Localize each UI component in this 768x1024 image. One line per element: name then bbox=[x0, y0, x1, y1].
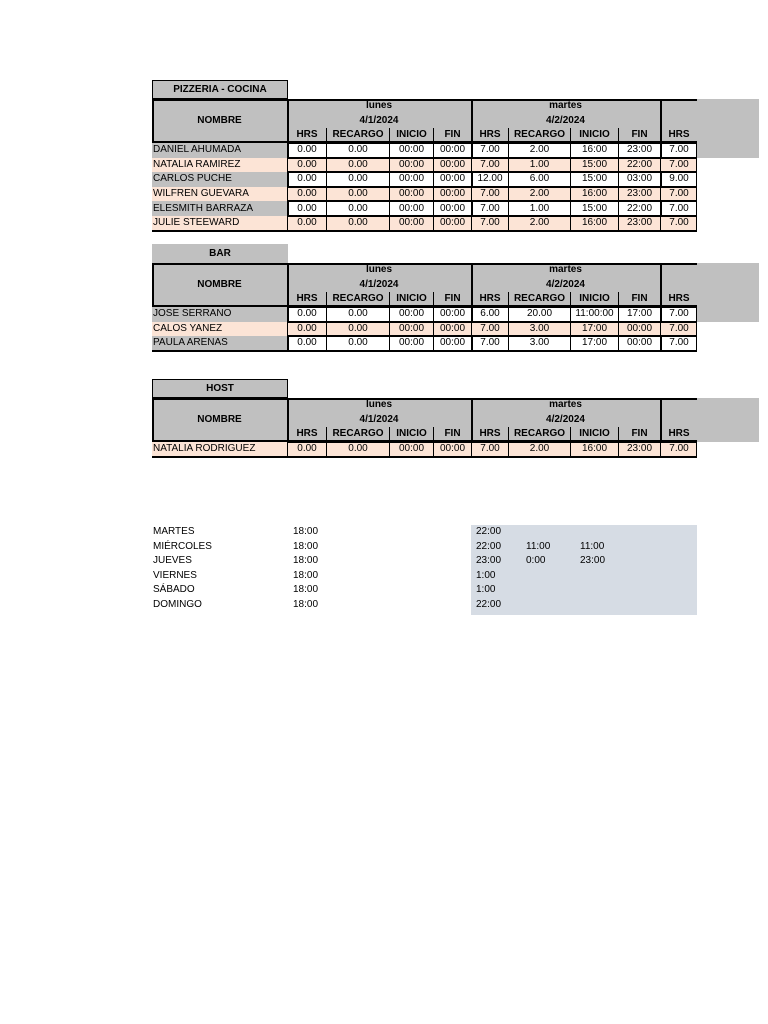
table-cell[interactable]: 6.00 bbox=[471, 307, 508, 322]
table-cell[interactable]: 00:00 bbox=[433, 336, 471, 351]
table-cell[interactable]: 7.00 bbox=[471, 442, 508, 457]
table-cell[interactable]: 00:00 bbox=[618, 322, 660, 337]
schedule-extra-a: 0:00 bbox=[526, 555, 546, 567]
day-header-martes: martes bbox=[471, 99, 660, 113]
section-title: PIZZERIA - COCINA bbox=[152, 80, 288, 99]
schedule-day: VIERNES bbox=[153, 569, 197, 581]
schedule-end: 22:00 bbox=[476, 526, 502, 537]
table-cell[interactable]: 0.00 bbox=[287, 442, 326, 457]
table-cell[interactable]: 0.00 bbox=[326, 201, 389, 216]
table-cell[interactable]: 20.00 bbox=[508, 307, 570, 322]
side-gray-block bbox=[697, 99, 759, 158]
table-cell[interactable]: 17:00 bbox=[570, 336, 618, 351]
schedule-extra-b: 23:00 bbox=[580, 555, 606, 567]
table-cell[interactable]: 9.00 bbox=[660, 172, 697, 187]
col-header-recargo: RECARGO bbox=[326, 427, 389, 442]
table-right-border bbox=[696, 307, 697, 351]
table-cell[interactable]: 00:00 bbox=[433, 442, 471, 457]
table-cell[interactable]: 23:00 bbox=[618, 187, 660, 202]
day-header-martes: martes bbox=[471, 263, 660, 277]
schedule-day: DOMINGO bbox=[153, 599, 202, 610]
date-header-1: 4/1/2024 bbox=[287, 277, 471, 292]
table-cell[interactable]: 0.00 bbox=[326, 442, 389, 457]
table-cell[interactable]: 0.00 bbox=[326, 158, 389, 173]
table-cell[interactable]: 0.00 bbox=[326, 307, 389, 322]
schedule-day: SÁBADO bbox=[153, 584, 195, 596]
table-cell[interactable]: 00:00 bbox=[389, 201, 433, 216]
table-cell[interactable]: 16:00 bbox=[570, 442, 618, 457]
schedule-start: 18:00 bbox=[293, 584, 319, 596]
table-cell[interactable]: 00:00 bbox=[389, 307, 433, 322]
col-header-recargo: RECARGO bbox=[508, 128, 570, 143]
schedule-end: 22:00 bbox=[476, 599, 502, 610]
table-cell[interactable]: 7.00 bbox=[471, 158, 508, 173]
col-header-inicio: INICIO bbox=[570, 292, 618, 307]
col-header-hrs: HRS bbox=[471, 292, 508, 307]
schedule-extra-a bbox=[526, 598, 566, 613]
section-title: HOST bbox=[152, 379, 288, 398]
table-cell[interactable]: 00:00 bbox=[389, 442, 433, 457]
table-cell[interactable]: 2.00 bbox=[508, 442, 570, 457]
table-right-border bbox=[696, 442, 697, 457]
section-title: BAR bbox=[152, 244, 288, 263]
table-bottom-border bbox=[152, 230, 697, 232]
employee-name: DANIEL AHUMADA bbox=[152, 143, 287, 158]
schedule-extra-b: 11:00 bbox=[580, 540, 605, 552]
table-cell[interactable]: 1.00 bbox=[508, 201, 570, 216]
col-header-hrs: HRS bbox=[471, 128, 508, 143]
employee-name: JULIE STEEWARD bbox=[152, 216, 287, 231]
table-cell[interactable]: 0.00 bbox=[287, 187, 326, 202]
employee-name: NATALIA RAMIREZ bbox=[152, 158, 287, 173]
side-gray-block bbox=[697, 398, 759, 442]
table-cell[interactable]: 0.00 bbox=[287, 336, 326, 351]
table-cell[interactable]: 7.00 bbox=[660, 158, 697, 173]
table-cell[interactable]: 7.00 bbox=[660, 216, 697, 231]
table-cell[interactable]: 0.00 bbox=[287, 172, 326, 187]
schedule-start: 18:00 bbox=[293, 555, 319, 567]
table-cell[interactable]: 7.00 bbox=[660, 201, 697, 216]
table-cell[interactable]: 0.00 bbox=[287, 322, 326, 337]
col-header-inicio: INICIO bbox=[389, 292, 433, 307]
col-header-fin: FIN bbox=[618, 427, 660, 442]
col-header-hrs: HRS bbox=[287, 292, 326, 307]
col-header-hrs: HRS bbox=[471, 427, 508, 442]
employee-name: ELESMITH BARRAZA bbox=[152, 201, 287, 216]
day-header-lunes: lunes bbox=[287, 263, 471, 277]
schedule-start: 18:00 bbox=[293, 526, 319, 537]
header-border bbox=[152, 263, 697, 307]
table-cell[interactable]: 0.00 bbox=[287, 307, 326, 322]
table-cell[interactable]: 00:00 bbox=[433, 187, 471, 202]
table-cell[interactable]: 0.00 bbox=[326, 187, 389, 202]
schedule-extra-b bbox=[580, 525, 620, 540]
table-cell[interactable]: 0.00 bbox=[326, 172, 389, 187]
col-header-hrs: HRS bbox=[287, 128, 326, 143]
table-cell[interactable]: 7.00 bbox=[471, 216, 508, 231]
table-cell[interactable]: 1.00 bbox=[508, 158, 570, 173]
date-header-2: 4/2/2024 bbox=[471, 412, 660, 427]
table-bottom-border bbox=[152, 350, 697, 352]
table-cell[interactable]: 7.00 bbox=[660, 307, 697, 322]
table-cell[interactable]: 7.00 bbox=[471, 143, 508, 158]
schedule-day: JUEVES bbox=[153, 555, 192, 567]
schedule-end: 23:00 bbox=[476, 555, 502, 567]
schedule-end: 22:00 bbox=[476, 540, 502, 552]
table-cell[interactable]: 00:00 bbox=[389, 158, 433, 173]
table-cell[interactable]: 00:00 bbox=[389, 187, 433, 202]
table-cell[interactable]: 17:00 bbox=[618, 307, 660, 322]
employee-name: CARLOS PUCHE bbox=[152, 172, 287, 187]
date-header-2: 4/2/2024 bbox=[471, 277, 660, 292]
schedule-start: 18:00 bbox=[293, 540, 319, 552]
table-cell[interactable]: 6.00 bbox=[508, 172, 570, 187]
table-cell[interactable]: 0.00 bbox=[287, 201, 326, 216]
table-cell[interactable]: 2.00 bbox=[508, 187, 570, 202]
col-header-recargo: RECARGO bbox=[326, 292, 389, 307]
nombre-header: NOMBRE bbox=[152, 99, 287, 143]
col-header-inicio: INICIO bbox=[570, 427, 618, 442]
table-cell[interactable]: 16:00 bbox=[570, 143, 618, 158]
table-cell[interactable]: 7.00 bbox=[471, 322, 508, 337]
table-cell[interactable]: 00:00 bbox=[433, 201, 471, 216]
header-border bbox=[152, 398, 697, 442]
table-bottom-border bbox=[152, 456, 697, 458]
table-cell[interactable]: 16:00 bbox=[570, 187, 618, 202]
table-cell[interactable]: 7.00 bbox=[471, 201, 508, 216]
table-cell[interactable]: 22:00 bbox=[618, 158, 660, 173]
table-cell[interactable]: 00:00 bbox=[389, 322, 433, 337]
day-header-lunes: lunes bbox=[287, 99, 471, 113]
table-cell[interactable]: 2.00 bbox=[508, 143, 570, 158]
col-header-hrs: HRS bbox=[660, 427, 697, 442]
table-cell[interactable]: 0.00 bbox=[287, 158, 326, 173]
table-cell[interactable]: 00:00 bbox=[389, 172, 433, 187]
col-header-fin: FIN bbox=[433, 292, 471, 307]
schedule-day: MIÉRCOLES bbox=[153, 540, 212, 552]
col-header-fin: FIN bbox=[618, 128, 660, 143]
table-cell[interactable]: 0.00 bbox=[326, 322, 389, 337]
table-cell[interactable]: 7.00 bbox=[660, 187, 697, 202]
table-cell[interactable]: 7.00 bbox=[660, 336, 697, 351]
col-header-inicio: INICIO bbox=[389, 427, 433, 442]
schedule-end: 1:00 bbox=[476, 584, 496, 596]
schedule-extra-a: 11:00 bbox=[526, 540, 551, 552]
employee-name: NATALIA RODRIGUEZ bbox=[152, 442, 287, 457]
col-header-hrs: HRS bbox=[660, 292, 697, 307]
employee-name: WILFREN GUEVARA bbox=[152, 187, 287, 202]
table-cell[interactable]: 00:00 bbox=[433, 322, 471, 337]
nombre-header: NOMBRE bbox=[152, 263, 287, 307]
table-cell[interactable]: 0.00 bbox=[326, 143, 389, 158]
table-cell[interactable]: 22:00 bbox=[618, 201, 660, 216]
employee-name: PAULA ARENAS bbox=[152, 336, 287, 351]
employee-name: JOSE SERRANO bbox=[152, 307, 287, 322]
nombre-header: NOMBRE bbox=[152, 398, 287, 442]
table-cell[interactable]: 00:00 bbox=[618, 336, 660, 351]
table-cell[interactable]: 7.00 bbox=[660, 322, 697, 337]
header-border bbox=[152, 99, 697, 143]
schedule-extra-a bbox=[526, 569, 566, 584]
schedule-start: 18:00 bbox=[293, 599, 319, 610]
schedule-extra-b bbox=[580, 583, 620, 598]
col-header-fin: FIN bbox=[618, 292, 660, 307]
table-cell[interactable]: 23:00 bbox=[618, 143, 660, 158]
table-right-border bbox=[696, 143, 697, 231]
col-header-hrs: HRS bbox=[660, 128, 697, 143]
col-header-inicio: INICIO bbox=[570, 128, 618, 143]
table-cell[interactable]: 00:00 bbox=[389, 336, 433, 351]
table-cell[interactable]: 00:00 bbox=[433, 143, 471, 158]
schedule-extra-a bbox=[526, 583, 566, 598]
schedule-extra-a bbox=[526, 525, 566, 540]
col-header-fin: FIN bbox=[433, 427, 471, 442]
table-cell[interactable]: 0.00 bbox=[326, 336, 389, 351]
schedule-day: MARTES bbox=[153, 526, 195, 537]
table-cell[interactable]: 7.00 bbox=[471, 336, 508, 351]
schedule-extra-b bbox=[580, 569, 620, 584]
table-cell[interactable]: 3.00 bbox=[508, 336, 570, 351]
table-cell[interactable]: 00:00 bbox=[433, 172, 471, 187]
table-cell[interactable]: 11:00:00 bbox=[570, 307, 618, 322]
table-cell[interactable]: 7.00 bbox=[660, 143, 697, 158]
col-header-hrs: HRS bbox=[287, 427, 326, 442]
col-header-fin: FIN bbox=[433, 128, 471, 143]
date-header-1: 4/1/2024 bbox=[287, 113, 471, 128]
schedule-extra-b bbox=[580, 598, 620, 613]
table-cell[interactable]: 7.00 bbox=[471, 187, 508, 202]
table-cell[interactable]: 00:00 bbox=[389, 143, 433, 158]
table-cell[interactable]: 3.00 bbox=[508, 322, 570, 337]
day-header-lunes: lunes bbox=[287, 398, 471, 412]
table-cell[interactable]: 15:00 bbox=[570, 158, 618, 173]
table-cell[interactable]: 00:00 bbox=[389, 216, 433, 231]
table-cell[interactable]: 00:00 bbox=[433, 307, 471, 322]
day-header-martes: martes bbox=[471, 398, 660, 412]
table-cell[interactable]: 23:00 bbox=[618, 216, 660, 231]
table-cell[interactable]: 00:00 bbox=[433, 216, 471, 231]
col-header-recargo: RECARGO bbox=[508, 427, 570, 442]
table-cell[interactable]: 03:00 bbox=[618, 172, 660, 187]
table-cell[interactable]: 2.00 bbox=[508, 216, 570, 231]
table-cell[interactable]: 0.00 bbox=[287, 216, 326, 231]
col-header-recargo: RECARGO bbox=[326, 128, 389, 143]
table-cell[interactable]: 7.00 bbox=[660, 442, 697, 457]
col-header-inicio: INICIO bbox=[389, 128, 433, 143]
table-cell[interactable]: 15:00 bbox=[570, 172, 618, 187]
schedule-start: 18:00 bbox=[293, 569, 319, 581]
table-cell[interactable]: 15:00 bbox=[570, 201, 618, 216]
table-cell[interactable]: 23:00 bbox=[618, 442, 660, 457]
employee-name: CALOS YANEZ bbox=[152, 322, 287, 337]
table-cell[interactable]: 16:00 bbox=[570, 216, 618, 231]
date-header-1: 4/1/2024 bbox=[287, 412, 471, 427]
table-cell[interactable]: 0.00 bbox=[326, 216, 389, 231]
table-cell[interactable]: 00:00 bbox=[433, 158, 471, 173]
table-cell[interactable]: 12.00 bbox=[471, 172, 508, 187]
side-gray-block bbox=[697, 263, 759, 322]
date-header-2: 4/2/2024 bbox=[471, 113, 660, 128]
table-cell[interactable]: 0.00 bbox=[287, 143, 326, 158]
table-cell[interactable]: 17:00 bbox=[570, 322, 618, 337]
col-header-recargo: RECARGO bbox=[508, 292, 570, 307]
schedule-end: 1:00 bbox=[476, 569, 496, 581]
